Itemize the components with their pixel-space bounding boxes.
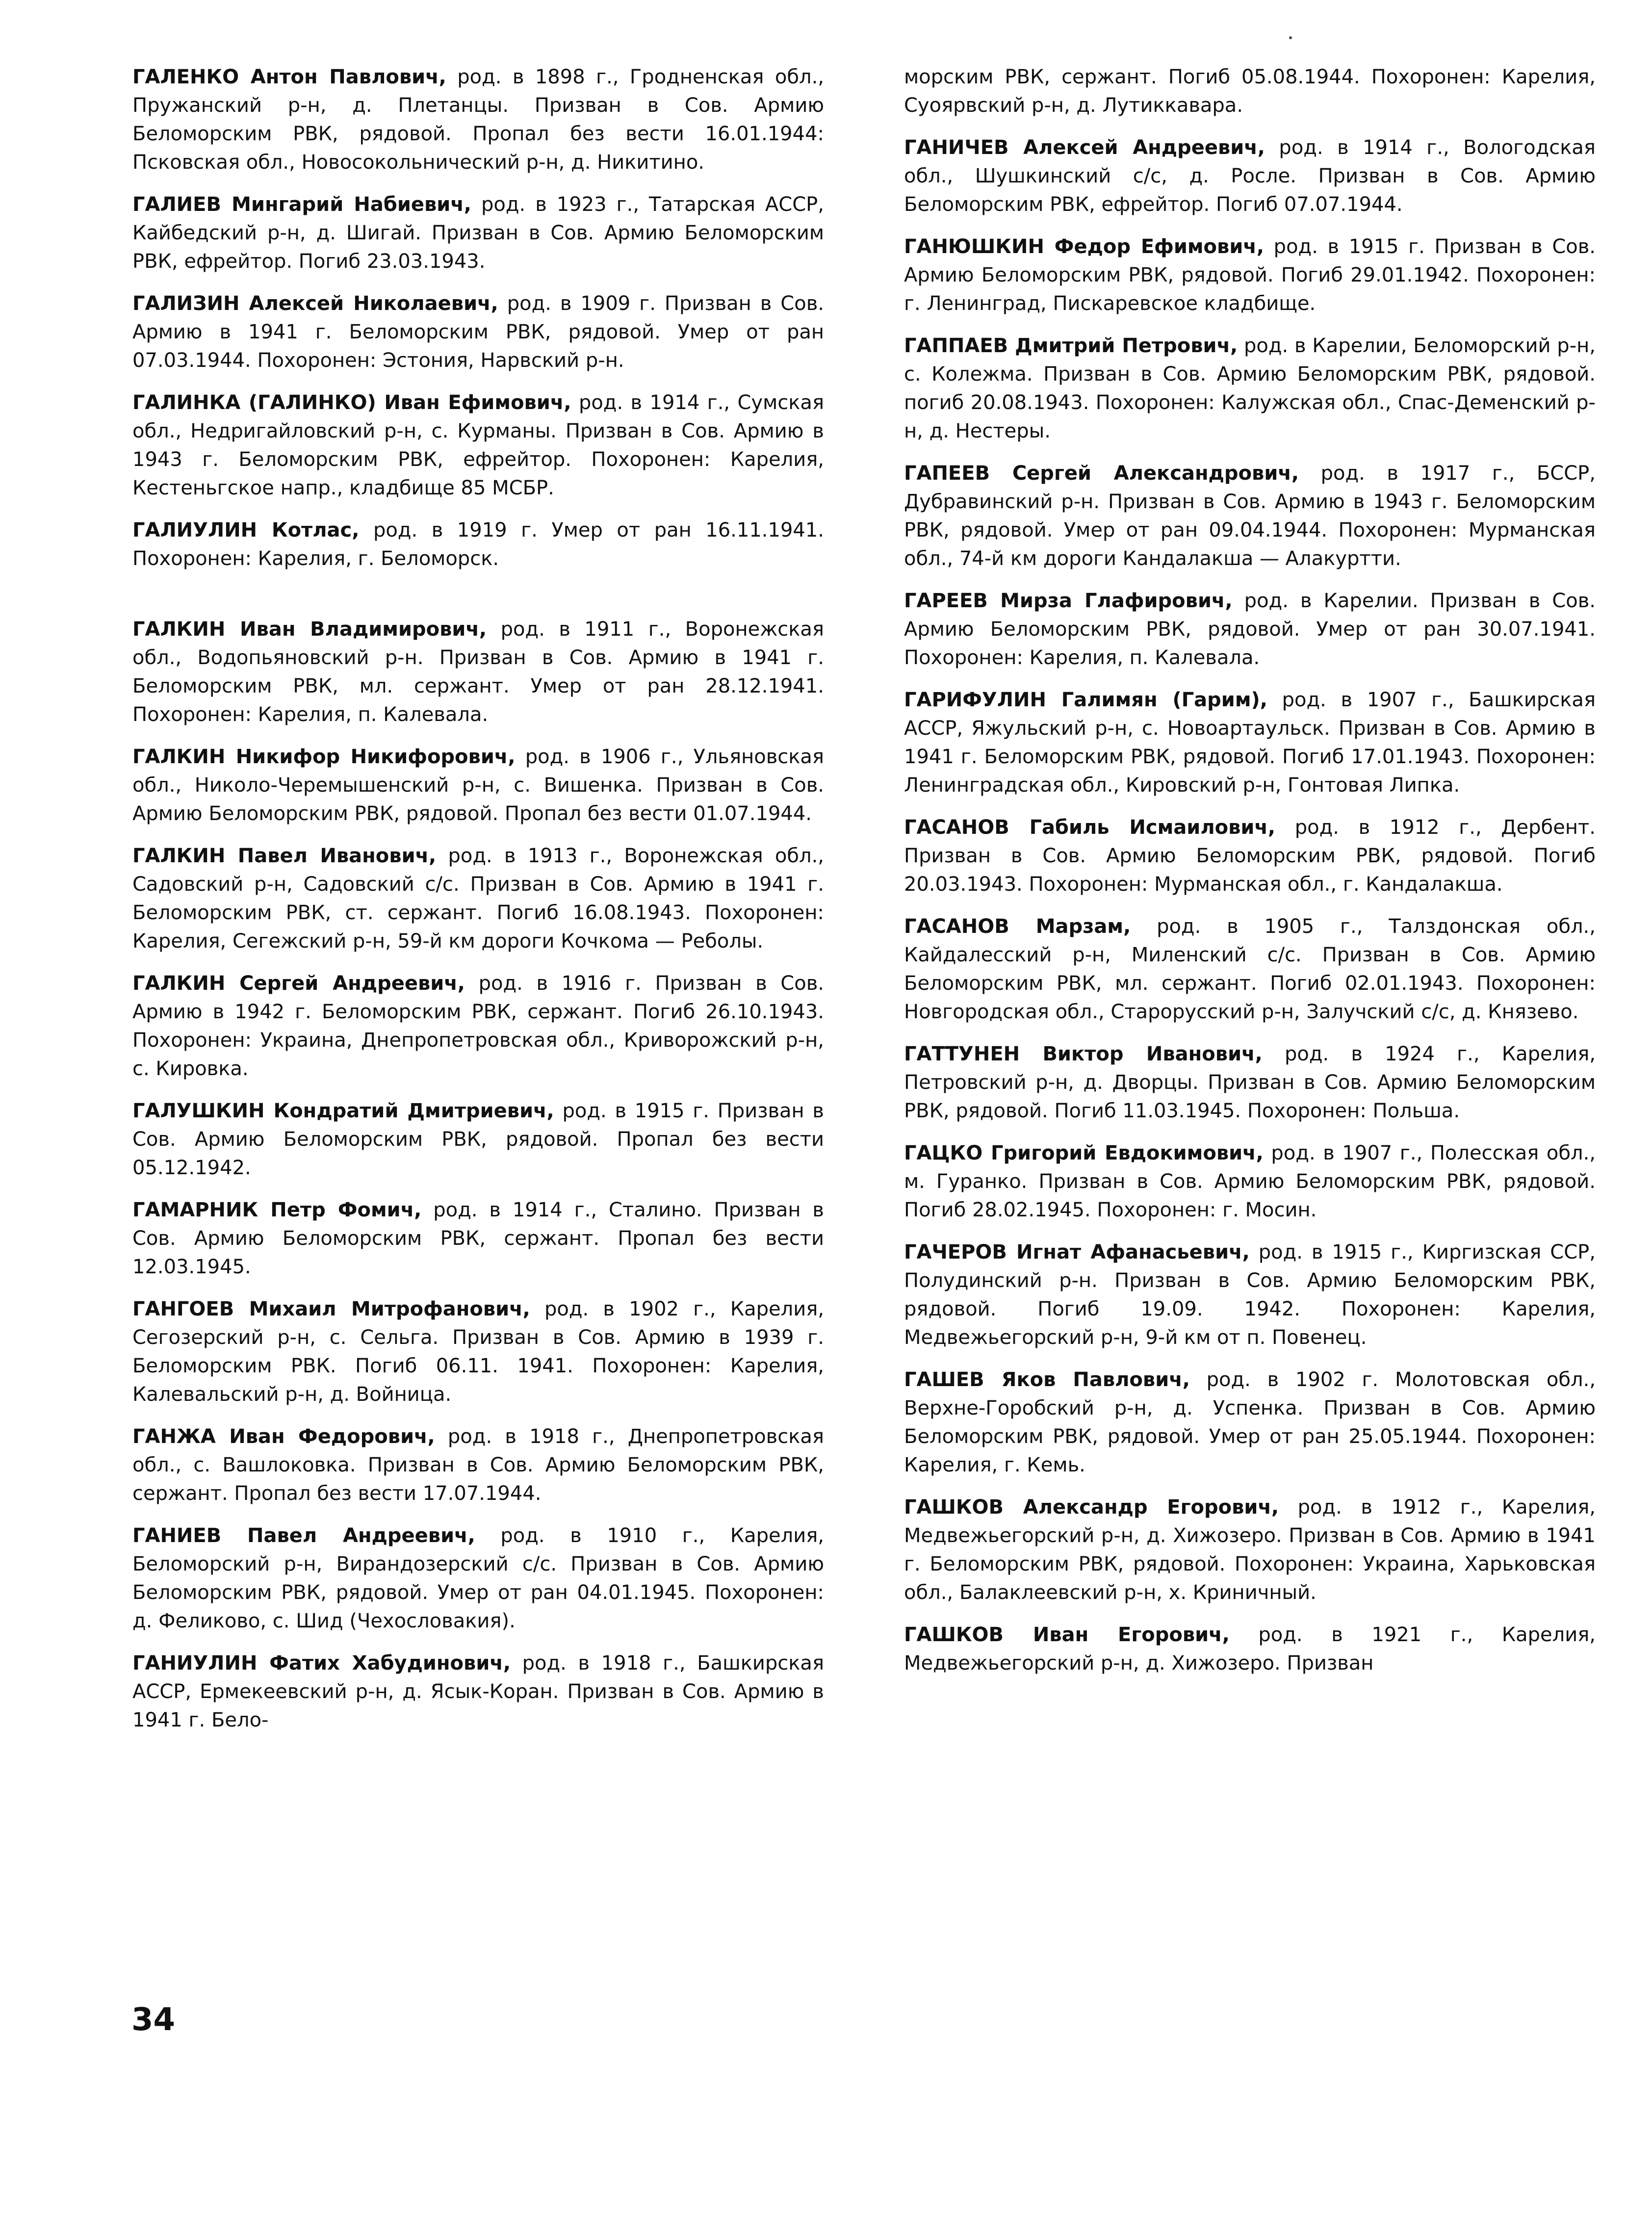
- entry-text: род. в 1913 г., Воронежская обл., Садовский р-н, Садовский с/с. Призван в Сов. Армию в 1941 г. Беломорским РВК, ст. сержант. Погиб 16.08.1943. Похоронен: Карелия, Сегежский р-н, 59-й км дороги Кочкома — Реболы.: [132, 845, 824, 953]
- entry-text: род. в 1906 г., Ульяновская обл., Николо-Черемышенский р-н, с. Вишенка. Призван в Сов. Армию Беломорским РВК, рядовой. Пропал без вести 01.07.1944.: [132, 746, 824, 825]
- entry-surname: ГАЛИНКА (ГАЛИНКО) Иван Ефимович,: [132, 391, 571, 414]
- entry-text: род. в 1898 г., Гродненская обл., Пружанский р-н, д. Плетанцы. Призван в Сов. Армию Беломорским РВК, рядовой. Пропал без вести 16.01.1944: Псковская обл., Новосокольнический р-н, д. Никитино.: [132, 66, 824, 174]
- entry-surname: ГАЧЕРОВ Игнат Афанасьевич,: [904, 1241, 1250, 1263]
- entry: [904, 133, 1596, 219]
- entry-surname: ГАСАНОВ Габиль Исмаилович,: [904, 816, 1276, 839]
- entry: [904, 1621, 1596, 1677]
- entry-surname: ГАСАНОВ Марзам,: [904, 915, 1131, 938]
- entry: [904, 813, 1596, 899]
- entry: [132, 1521, 824, 1635]
- entry-surname: ГАЛКИН Сергей Андреевич,: [132, 972, 465, 995]
- entry-text: род. в 1907 г., Башкирская АССР, Яжульский р-н, с. Новоартаульск. Призван в Сов. Армию в 1941 г. Беломорским РВК, рядовой. Погиб 17.01.1943. Похоронен: Ленинградская обл., Кировский р-н, Гонтовая Липка.: [904, 689, 1596, 797]
- entry: [132, 516, 824, 573]
- entry-text: род. в 1914 г., Сталино. Призван в Сов. Армию Беломорским РВК, сержант. Пропал без вести 12.03.1945.: [132, 1199, 824, 1278]
- entry-text: род. в 1923 г., Татарская АССР, Кайбедский р-н, д. Шигай. Призван в Сов. Армию Беломорским РВК, ефрейтор. Погиб 23.03.1943.: [132, 193, 824, 273]
- entry-text: род. в 1914 г., Сумская обл., Недригайловский р-н, с. Курманы. Призван в Сов. Армию в 1943 г. Беломорским РВК, ефрейтор. Похоронен: Карелия, Кестеньгское напр., кладбище 85 МСБР.: [132, 391, 825, 499]
- entry: [904, 1040, 1596, 1125]
- entry: [132, 1649, 824, 1734]
- entry: [904, 587, 1596, 672]
- entry: [132, 1295, 824, 1409]
- entry: [132, 743, 824, 828]
- entry-continuation: [904, 63, 1596, 120]
- entry: [132, 969, 824, 1083]
- entry-text: род. в 1907 г., Полесская обл., м. Гуранко. Призван в Сов. Армию Беломорским РВК, рядовой. Погиб 28.02.1945. Похоронен: г. Мосин.: [904, 1142, 1596, 1221]
- entry-text: род. в Карелии. Призван в Сов. Армию Беломорским РВК, рядовой. Умер от ран 30.07.1941. Похоронен: Карелия, п. Калевала.: [904, 590, 1596, 669]
- entry-surname: ГАНИЕВ Павел Андреевич,: [132, 1524, 475, 1547]
- entry: [132, 1422, 824, 1508]
- entry-surname: ГАНИУЛИН Фатих Хабудинович,: [132, 1652, 511, 1675]
- entry-text: род. в 1905 г., Талздонская обл., Кайдалесский р-н, Миленский с/с. Призван в Сов. Армию Беломорским РВК, мл. сержант. Погиб 02.01.1943. Похоронен: Новгородская обл., Старорусский р-н, Залучский с/с, д. Князево.: [904, 915, 1596, 1023]
- left-column: [132, 63, 824, 1748]
- entry-text: род. в 1911 г., Воронежская обл., Водопьяновский р-н. Призван в Сов. Армию в 1941 г. Беломорским РВК, мл. сержант. Умер от ран 28.12.1941. Похоронен: Карелия, п. Калевала.: [132, 618, 824, 726]
- entry: [904, 686, 1596, 799]
- entry-text: род. в 1916 г. Призван в Сов. Армию в 1942 г. Беломорским РВК, сержант. Погиб 26.10.1943. Похоронен: Украина, Днепропетровская обл., Криворожский р-н, с. Кировка.: [132, 972, 824, 1080]
- print-speck: [1289, 36, 1292, 39]
- entry-surname: ГАПЕЕВ Сергей Александрович,: [904, 462, 1299, 485]
- entry: [904, 912, 1596, 1026]
- entry-text: род. в 1917 г., БССР, Дубравинский р-н. Призван в Сов. Армию в 1943 г. Беломорским РВК, рядовой. Умер от ран 09.04.1944. Похоронен: Мурманская обл., 74-й км дороги Кандалакша — Алакуртти.: [904, 462, 1596, 570]
- entry: [904, 1139, 1596, 1224]
- entry-surname: ГАЛУШКИН Кондратий Дмитриевич,: [132, 1100, 554, 1122]
- entry-surname: ГАНЮШКИН Федор Ефимович,: [904, 235, 1265, 258]
- entry-text: род. в 1912 г., Дербент. Призван в Сов. Армию Беломорским РВК, рядовой. Погиб 20.03.1943. Похоронен: Мурманская обл., г. Кандалакша.: [904, 816, 1596, 896]
- entry-text: морским РВК, сержант. Погиб 05.08.1944. Похоронен: Карелия, Суоярвский р-н, д. Лутиккавара.: [904, 66, 1596, 117]
- entry-text: род. в 1915 г., Киргизская ССР, Полудинский р-н. Призван в Сов. Армию Беломорским РВК, рядовой. Погиб 19.09. 1942. Похоронен: Карелия, Медвежьегорский р-н, 9-й км от п. Повенец.: [904, 1241, 1596, 1349]
- entry: [904, 1238, 1596, 1352]
- entry-text: род. в 1915 г. Призван в Сов. Армию Беломорским РВК, рядовой. Пропал без вести 05.12.1942.: [132, 1100, 825, 1179]
- entry-surname: ГАНГОЕВ Михаил Митрофанович,: [132, 1298, 530, 1320]
- entry-text: род. в 1910 г., Карелия, Беломорский р-н, Вирандозерский с/с. Призван в Сов. Армию Беломорским РВК, рядовой. Умер от ран 04.01.1945. Похоронен: д. Феликово, с. Шид (Чехословакия).: [132, 1524, 825, 1632]
- entry: [132, 190, 824, 276]
- entry-surname: ГАЛИЗИН Алексей Николаевич,: [132, 292, 498, 315]
- entry-text: род. в 1918 г., Днепропетровская обл., с. Вашлоковка. Призван в Сов. Армию Беломорским РВК, сержант. Пропал без вести 17.07.1944.: [132, 1425, 824, 1505]
- entry: [132, 289, 824, 375]
- entry-text: род. в 1914 г., Вологодская обл., Шушкинский с/с, д. Росле. Призван в Сов. Армию Беломорским РВК, ефрейтор. Погиб 07.07.1944.: [904, 136, 1596, 216]
- entry-text: род. в 1902 г. Молотовская обл., Верхне-Горобский р-н, д. Успенка. Призван в Сов. Армию Беломорским РВК, рядовой. Умер от ран 25.05.1944. Похоронен: Карелия, г. Кемь.: [904, 1368, 1596, 1476]
- entry-surname: ГАЛЕНКО Антон Павлович,: [132, 66, 446, 88]
- entry: [904, 1366, 1596, 1479]
- entry-surname: ГАНЖА Иван Федорович,: [132, 1425, 435, 1448]
- right-column: [904, 63, 1596, 1691]
- entry-text: род. в 1902 г., Карелия, Сегозерский р-н, с. Сельга. Призван в Сов. Армию в 1939 г. Беломорским РВК. Погиб 06.11. 1941. Похоронен: Карелия, Калевальский р-н, д. Войница.: [132, 1298, 824, 1406]
- entry: [132, 388, 824, 502]
- entry: [904, 332, 1596, 445]
- entry: [904, 232, 1596, 318]
- entry-surname: ГАНИЧЕВ Алексей Андреевич,: [904, 136, 1265, 159]
- entry-text: род. в 1918 г., Башкирская АССР, Ермекеевский р-н, д. Ясык-Коран. Призван в Сов. Армию в 1941 г. Бело-: [132, 1652, 825, 1731]
- entry-text: род. в 1909 г. Призван в Сов. Армию в 1941 г. Беломорским РВК, рядовой. Умер от ран 07.03.1944. Похоронен: Эстония, Нарвский р-н.: [132, 292, 824, 372]
- entry-surname: ГАШКОВ Александр Егорович,: [904, 1496, 1279, 1519]
- entry-surname: ГАЦКО Григорий Евдокимович,: [904, 1142, 1264, 1164]
- entry-surname: ГАРЕЕВ Мирза Глафирович,: [904, 590, 1233, 612]
- entry-text: род. в 1919 г. Умер от ран 16.11.1941. Похоронен: Карелия, г. Беломорск.: [132, 519, 825, 570]
- entry: [904, 1493, 1596, 1607]
- entry: [132, 842, 824, 955]
- entry-surname: ГАШКОВ Иван Егорович,: [904, 1624, 1230, 1646]
- entry-surname: ГАППАЕВ Дмитрий Петрович,: [904, 335, 1238, 357]
- entry-text: род. в 1921 г., Карелия, Медвежьегорский р-н, д. Хижозеро. Призван: [904, 1624, 1596, 1675]
- entry-surname: ГАЛИЕВ Мингарий Набиевич,: [132, 193, 471, 216]
- page-number: 34: [131, 2002, 176, 2038]
- entry-text: род. в Карелии, Беломорский р-н, с. Колежма. Призван в Сов. Армию Беломорским РВК, рядовой. погиб 20.08.1943. Похоронен: Калужская обл., Спас-Деменский р-н, д. Нестеры.: [904, 335, 1596, 442]
- entry-surname: ГАЛКИН Иван Владимирович,: [132, 618, 487, 641]
- entry-text: род. в 1915 г. Призван в Сов. Армию Беломорским РВК, рядовой. Погиб 29.01.1942. Похоронен: г. Ленинград, Пискаревское кладбище.: [904, 235, 1596, 315]
- entry-surname: ГАЛИУЛИН Котлас,: [132, 519, 360, 541]
- entry: [132, 615, 824, 729]
- entry: [132, 1196, 824, 1281]
- entry-surname: ГАЛКИН Никифор Никифорович,: [132, 746, 516, 768]
- entry-text: род. в 1924 г., Карелия, Петровский р-н, д. Дворцы. Призван в Сов. Армию Беломорским РВК, рядовой. Погиб 11.03.1945. Похоронен: Польша.: [904, 1043, 1596, 1122]
- entry-text: род. в 1912 г., Карелия, Медвежьегорский р-н, д. Хижозеро. Призван в Сов. Армию в 1941 г. Беломорским РВК, рядовой. Похоронен: Украина, Харьковская обл., Балаклеевский р-н, х. Криничный.: [904, 1496, 1596, 1604]
- entry-surname: ГАШЕВ Яков Павлович,: [904, 1368, 1190, 1391]
- entry-surname: ГАМАРНИК Петр Фомич,: [132, 1199, 422, 1221]
- entry-surname: ГАТТУНЕН Виктор Иванович,: [904, 1043, 1263, 1065]
- entry-surname: ГАРИФУЛИН Галимян (Гарим),: [904, 689, 1268, 711]
- entry-surname: ГАЛКИН Павел Иванович,: [132, 845, 437, 867]
- entry: [132, 1097, 824, 1182]
- entry: [132, 63, 824, 177]
- entry: [904, 459, 1596, 573]
